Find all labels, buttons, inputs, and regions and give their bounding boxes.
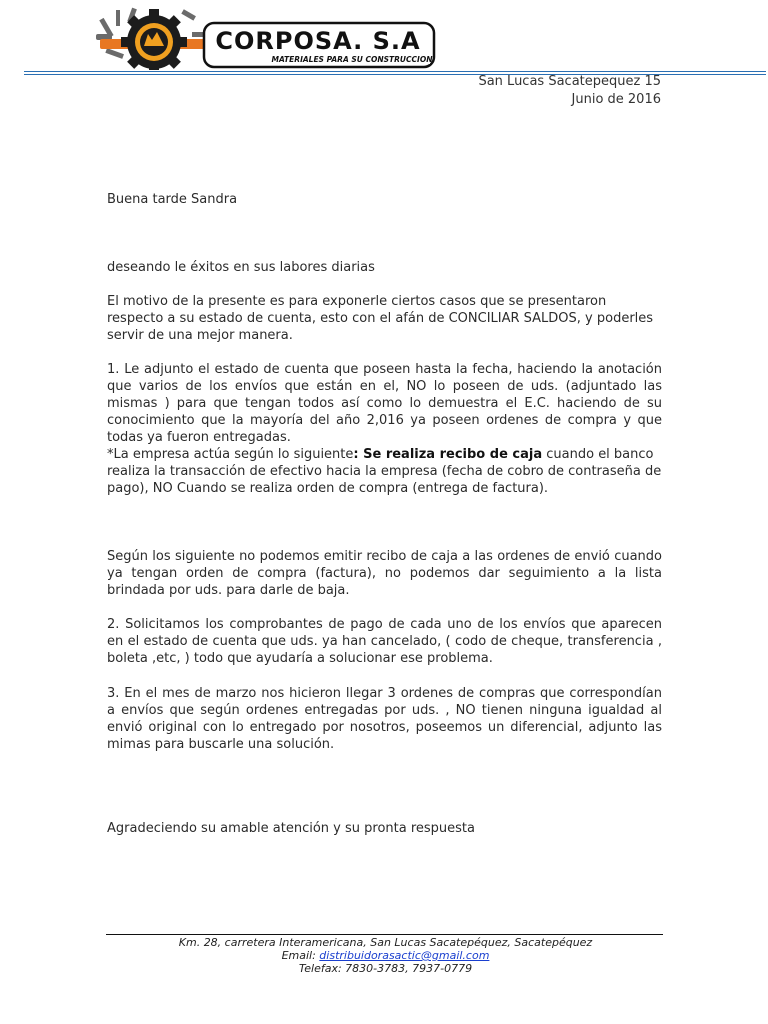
date-month-year: Junio de 2016	[571, 92, 661, 107]
point-3-paragraph: 3. En el mes de marzo nos hicieron llegar 3 ordenes de compras que correspondían a envíos que según ordenes entregadas por uds. , NO tienen ninguna igualdad al envió original con lo entregado por nosotros, poseemos un diferencial, adjunto las mimas para buscarle una solución.	[107, 686, 662, 752]
footer	[107, 936, 664, 975]
footer-address: Km. 28, carretera Interamericana, San Lucas Sacatepéquez, Sacatepéquez	[178, 936, 593, 949]
note-bold: recibo de caja	[439, 447, 543, 462]
footer-email-label: Email:	[281, 949, 320, 962]
point-1-paragraph: 1. Le adjunto el estado de cuenta que poseen hasta la fecha, haciendo la anotación que varios de los envíos que están en el, NO lo poseen de uds. (adjuntado las mismas ) para que tengan todos así como lo demuestra el E.C. haciendo de su conocimiento que la mayoría del año 2,016 ya poseen ordenes de compra y que todas ya fueron entregadas.	[107, 362, 662, 445]
footer-email-line	[107, 949, 664, 962]
footer-rule	[106, 934, 663, 935]
corposa-logo	[92, 4, 438, 70]
closing-line: Agradeciendo su amable atención y su pronta respuesta	[107, 821, 475, 836]
company-name: CORPOSA. S.A	[215, 27, 421, 55]
footer-telefax: Telefax: 7830-3783, 7937-0779	[298, 962, 473, 975]
note-rest: cuando el banco realiza la transacción de efectivo hacia la empresa (fecha de cobro de contraseña de pago), NO Cuando se realiza orden de compra (entrega de factura).	[107, 447, 662, 496]
header-rule	[24, 71, 766, 72]
wish-line: deseando le éxitos en sus labores diarias	[107, 260, 375, 275]
greeting: Buena tarde Sandra	[107, 192, 238, 207]
note-colon: : Se realiza	[353, 447, 440, 462]
note-prefix: *La empresa actúa según lo siguiente	[107, 447, 354, 462]
footer-email-link[interactable]: distribuidorasactic@gmail.com	[319, 949, 490, 962]
segun-paragraph: Según los siguiente no podemos emitir recibo de caja a las ordenes de envió cuando ya tengan orden de compra (factura), no podemos dar seguimiento a la lista brindada por uds. para darle de baja.	[107, 549, 662, 598]
point-2-paragraph: 2. Solicitamos los comprobantes de pago de cada uno de los envíos que aparecen en el estado de cuenta que uds. ya han cancelado, ( codo de cheque, transferencia , boleta ,etc, ) todo que ayudaría a solucionar ese problema.	[107, 617, 662, 666]
date-block	[478, 73, 661, 109]
intro-paragraph: El motivo de la presente es para exponerle ciertos casos que se presentaron respecto a su estado de cuenta, esto con el afán de CONCILIAR SALDOS, y poderles servir de una mejor manera.	[107, 294, 654, 343]
note-paragraph	[107, 446, 662, 497]
company-tagline: MATERIALES PARA SU CONSTRUCCION	[271, 55, 433, 64]
date-place: San Lucas Sacatepequez 15	[478, 74, 661, 89]
